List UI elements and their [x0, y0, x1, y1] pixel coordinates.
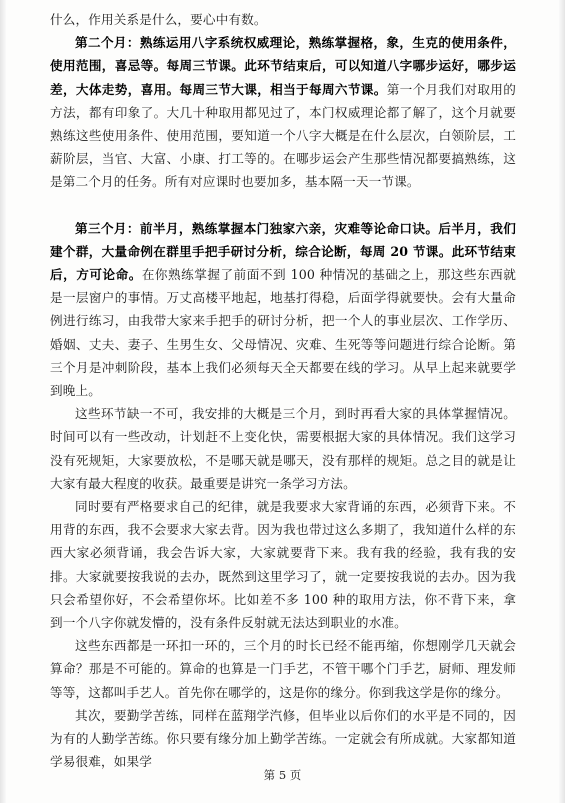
text-run: 这些环节缺一不可，我安排的大概是三个月，到时再看大家的具体掌握情况。时间可以有一些改动，计划赶不上变化快，需要根据大家的具体情况。我们这学习没有死规矩，大家要放松，不是哪天就是哪天，没有那样的规矩。总之目的就是让大家有最大程度的收获。最重要是讲究一条学习方法。 [50, 406, 516, 491]
text-run: 在你熟练掌握了前面不到 100 种情况的基础之上，那这些东西就是一层窗户的事情。万丈高楼平地起，地基打得稳，后面学得就要快。会有大量命例进行练习，由我带大家来手把手的研讨分析，把一个人的事业层次、工作学历、婚姻、丈夫、妻子、生男生女、父母情况、灾难、生死等等问题进行综合论断。第三个月是冲刺阶段，基本上我们必须每天全天都要在线的学习。从早上起来就要学到晚上。 [50, 267, 516, 399]
paragraph-month-two [50, 31, 516, 193]
document-body [50, 8, 516, 774]
paragraph-continuation [50, 8, 516, 31]
page-number: 第 5 页 [263, 768, 302, 782]
heading-month-three: 第三个月：前半月，熟练掌握本门独家六亲，灾难等论命口诀。后半月，我们建个群，大量命例在群里手把手研讨分析，综合论断，每周 20 节课。此环节结束后，方可论命。 [50, 220, 516, 283]
paragraph-month-three [50, 217, 516, 403]
page-left-edge [0, 0, 6, 803]
text-run: 这些东西都是一环扣一环的，三个月的时长已经不能再缩，你想刚学几天就会算命？那是不可能的。算命的也算是一门手艺，不管干哪个门手艺，厨师、理发师等等，这都叫手艺人。首先你在哪学的，这是你的缘分。你到我这学是你的缘分。 [50, 638, 516, 700]
text-run: 第一个月我们对取用的方法，都有印象了。大几十种取用都见过了，本门权威理论都了解了，这个月就要熟练这些使用条件、使用范围，要知道一个八字大概是在什么层次，白领阶层，工薪阶层，当官、大富、小康、打工等的。在哪步运会产生那些情况都要搞熟练，这是第二个月的任务。所有对应课时也要加多，基本隔一天一节课。 [50, 81, 516, 190]
text-run: 同时要有严格要求自己的纪律，就是我要求大家背诵的东西，必须背下来。不用背的东西，我不会要求大家去背。因为我也带过这么多期了，我知道什么样的东西大家必须背诵，我会告诉大家，大家就要背下来。我有我的经验，我有我的安排。大家就要按我说的去办，既然到这里学习了，就一定要按我说的去办。因为我只会希望你好，不会希望你坏。比如差不多 100 种的取用方法，你不背下来，拿到一个八字你就发懵的，没有条件反射就无法达到职业的水准。 [50, 499, 516, 631]
text-run: 其次，要勤学苦练，同样在蓝翔学汽修，但毕业以后你们的水平是不同的，因为有的人勤学苦练。你只要有缘分加上勤学苦练。一定就会有所成就。大家都知道学易很难，如果学 [50, 707, 516, 770]
paragraph-schedule [50, 402, 516, 495]
heading-month-two: 第二个月：熟练运用八字系统权威理论，熟练掌握格，象，生克的使用条件，使用范围，喜忌等。每周三节课。此环节结束后，可以知道八字哪步运好，哪步运差，大体走势，喜用。每周三节大课，相当于每周六节课。 [50, 35, 516, 97]
paragraph-discipline [50, 495, 516, 634]
page-right-edge [559, 0, 565, 803]
paragraph-practice [50, 704, 516, 774]
paragraph-craft [50, 634, 516, 704]
text-run: 什么，作用关系是什么，要心中有数。 [50, 12, 267, 27]
